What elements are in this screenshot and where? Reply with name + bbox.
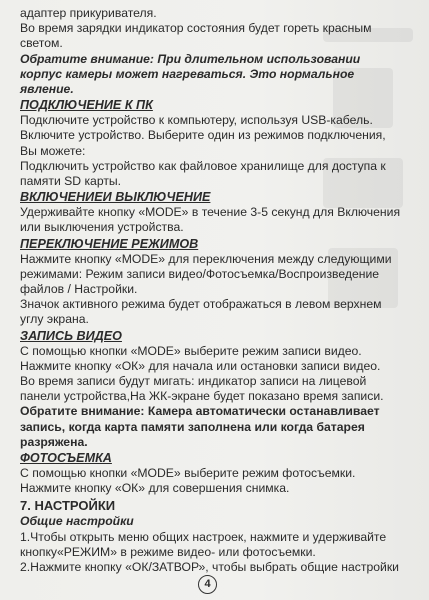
text-line: файлов / Настройки.: [20, 282, 138, 297]
text-line: Нажмите кнопку «MODE» для переключения между следующими: [20, 251, 392, 266]
text-line: Подключите устройство к компьютеру, используя USB-кабель.: [20, 113, 373, 128]
section-heading-modes: ПЕРЕКЛЮЧЕНИЕ РЕЖИМОВ: [20, 236, 199, 251]
note-line: корпус камеры может нагреваться. Это нормальное: [20, 66, 355, 81]
text-line: памяти SD карты.: [20, 174, 122, 189]
section-heading-photo: ФОТОСЪЕМКА: [20, 451, 112, 466]
text-line: углу экрана.: [20, 312, 89, 327]
note-line: явление.: [20, 82, 74, 97]
text-line: Вы можете:: [20, 143, 86, 158]
text-line: Нажмите кнопку «ОК» для начала или остановки записи видео.: [20, 358, 381, 373]
text-line: Во время зарядки индикатор состояния будет гореть красным: [20, 21, 372, 36]
section-heading-pc: ПОДКЛЮЧЕНИЕ К ПК: [20, 98, 153, 113]
text-line: светом.: [20, 36, 63, 51]
section-heading-settings: 7. НАСТРОЙКИ: [20, 498, 116, 514]
subsection-heading: Общие настройки: [20, 514, 134, 529]
note-line: Обратите внимание: Камера автоматически останавливает: [20, 404, 380, 419]
text-line: Включите устройство. Выберите один из режимов подключения,: [20, 128, 386, 143]
section-heading-video: ЗАПИСЬ ВИДЕО: [20, 328, 122, 343]
text-line: 1.Чтобы открыть меню общих настроек, нажмите и удерживайте: [20, 529, 387, 544]
text-line: Во время записи будут мигать: индикатор записи на лицевой: [20, 374, 367, 389]
text-line: С помощью кнопки «MODE» выберите режим записи видео.: [20, 343, 362, 358]
text-line: Подключить устройство как файловое хранилище для доступа к: [20, 158, 386, 173]
page-number: 4: [198, 575, 217, 594]
section-heading-power: ВКЛЮЧЕНИЕИ ВЫКЛЮЧЕНИЕ: [20, 190, 211, 205]
text-line: режимами: Режим записи видео/Фотосъемка/Воспроизведение: [20, 266, 380, 281]
note-line: разряжена.: [20, 434, 88, 449]
text-line: 2.Нажмите кнопку «ОК/ЗАТВОР», чтобы выбрать общие настройки: [20, 560, 399, 575]
text-line: С помощью кнопки «MODE» выберите режим фотосъемки.: [20, 466, 356, 481]
note-line: Обратите внимание: При длительном использовании: [20, 51, 361, 66]
text-line: или выключения устройства.: [20, 220, 184, 235]
text-line: кнопку«РЕЖИМ» в режиме видео- или фотосъемки.: [20, 544, 316, 559]
text-line: адаптер прикуривателя.: [20, 6, 157, 20]
text-line: панели устройства,На ЖК-экране будет показано время записи.: [20, 389, 384, 404]
text-line: Удерживайте кнопку «MODE» в течение 3-5 секунд для Включения: [20, 205, 401, 220]
page-content: [20, 6, 420, 575]
note-line: запись, когда карта памяти заполнена или когда батарея: [20, 419, 365, 434]
text-line: Нажмите кнопку «ОК» для совершения снимка.: [20, 481, 290, 496]
text-line: Значок активного режима будет отображаться в левом верхнем: [20, 297, 382, 312]
